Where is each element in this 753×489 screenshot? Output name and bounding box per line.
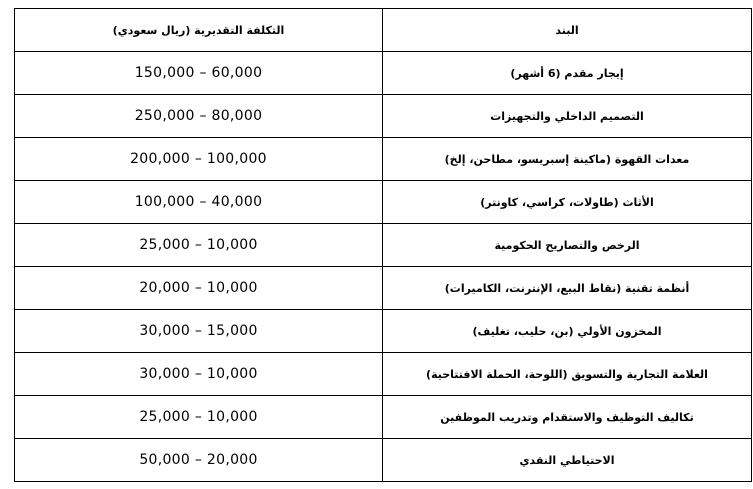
table-row: [15, 439, 752, 482]
item-cell: العلامة التجارية والتسويق (اللوحة، الحملة الافتتاحية): [383, 353, 752, 396]
table-row: [15, 181, 752, 224]
cost-cell: 30,000 – 15,000: [15, 310, 383, 353]
item-cell: الاحتياطي النقدي: [383, 439, 752, 482]
table-row: [15, 52, 752, 95]
startup-cost-table: [14, 8, 752, 482]
cost-cell: 25,000 – 10,000: [15, 396, 383, 439]
table-row: [15, 396, 752, 439]
item-cell: تكاليف التوظيف والاستقدام وتدريب الموظفين: [383, 396, 752, 439]
item-cell: الأثاث (طاولات، كراسي، كاونتر): [383, 181, 752, 224]
table-row: [15, 310, 752, 353]
table-row: [15, 353, 752, 396]
cost-cell: 200,000 – 100,000: [15, 138, 383, 181]
startup-cost-table-container: [14, 8, 751, 482]
table-row: [15, 138, 752, 181]
table-header-row: [15, 9, 752, 52]
table-row: [15, 95, 752, 138]
cost-cell: 30,000 – 10,000: [15, 353, 383, 396]
item-cell: المخزون الأولي (بن، حليب، تغليف): [383, 310, 752, 353]
table-row: [15, 267, 752, 310]
cost-cell: 20,000 – 10,000: [15, 267, 383, 310]
item-cell: الرخص والتصاريح الحكومية: [383, 224, 752, 267]
header-estimated-cost: التكلفة التقديرية (ريال سعودي): [15, 9, 383, 52]
item-cell: التصميم الداخلي والتجهيزات: [383, 95, 752, 138]
item-cell: معدات القهوة (ماكينة إسبريسو، مطاحن، إلخ): [383, 138, 752, 181]
item-cell: إيجار مقدم (6 أشهر): [383, 52, 752, 95]
item-cell: أنظمة تقنية (نقاط البيع، الإنترنت، الكاميرات): [383, 267, 752, 310]
cost-cell: 250,000 – 80,000: [15, 95, 383, 138]
cost-cell: 150,000 – 60,000: [15, 52, 383, 95]
cost-cell: 100,000 – 40,000: [15, 181, 383, 224]
header-item: البند: [383, 9, 752, 52]
cost-cell: 50,000 – 20,000: [15, 439, 383, 482]
cost-cell: 25,000 – 10,000: [15, 224, 383, 267]
table-row: [15, 224, 752, 267]
